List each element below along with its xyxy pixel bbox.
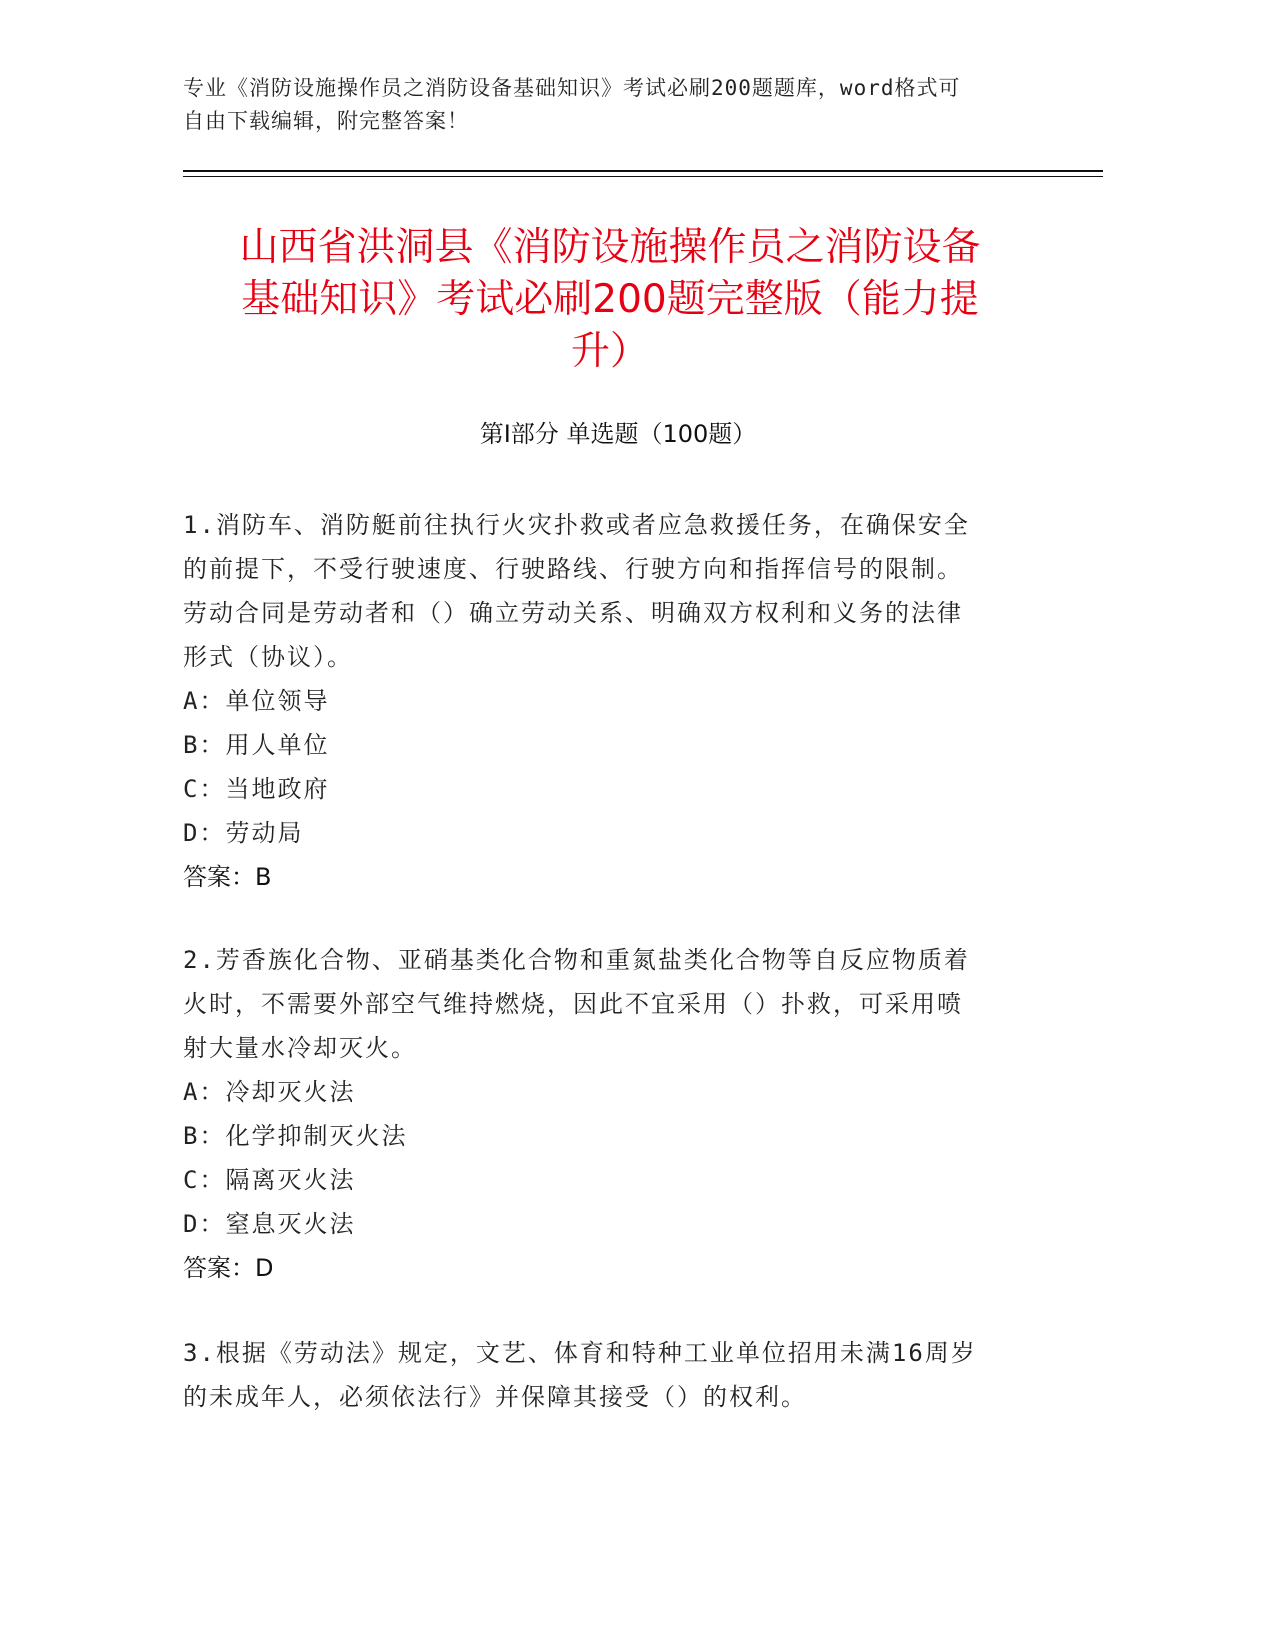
header-note-line: 专业《消防设施操作员之消防设备基础知识》考试必刷200题题库，word格式可: [183, 76, 961, 100]
question-text-line: 劳动合同是劳动者和（）确立劳动关系、明确双方权利和义务的法律: [183, 599, 963, 627]
question-text-line: 的前提下，不受行驶速度、行驶路线、行驶方向和指挥信号的限制。: [183, 555, 963, 583]
question-text-line: 火时，不需要外部空气维持燃烧，因此不宜采用（）扑救，可采用喷: [183, 990, 963, 1018]
option-b: B：用人单位: [183, 731, 330, 759]
question-text-line: 射大量水冷却灭火。: [183, 1034, 417, 1062]
answer: 答案：D: [183, 1254, 274, 1282]
answer: 答案：B: [183, 863, 272, 891]
option-d: D：窒息灭火法: [183, 1210, 356, 1238]
option-c: C：当地政府: [183, 775, 330, 803]
question-text-line: 的未成年人，必须依法行》并保障其接受（）的权利。: [183, 1383, 807, 1411]
question-text-line: 1.消防车、消防艇前往执行火灾扑救或者应急救援任务，在确保安全: [183, 511, 970, 539]
question-3: [183, 1331, 1053, 1419]
option-c: C：隔离灭火法: [183, 1166, 356, 1194]
header-divider-thin: [183, 176, 1103, 177]
question-text-line: 形式（协议）。: [183, 643, 353, 671]
option-b: B：化学抑制灭火法: [183, 1122, 408, 1150]
section-heading: 第Ⅰ部分 单选题（100题）: [479, 420, 757, 448]
title-line: 升）: [570, 329, 649, 374]
title-line: 基础知识》考试必刷200题完整版（能力提: [241, 277, 979, 322]
question-text-line: 2.芳香族化合物、亚硝基类化合物和重氮盐类化合物等自反应物质着: [183, 946, 970, 974]
document-title: [170, 222, 1050, 378]
header-note-line: 自由下载编辑，附完整答案！: [183, 109, 469, 133]
question-1: [183, 503, 1053, 899]
header-note: [183, 72, 1053, 138]
title-line: 山西省洪洞县《消防设施操作员之消防设备: [239, 225, 981, 270]
option-d: D：劳动局: [183, 819, 304, 847]
option-a: A：冷却灭火法: [183, 1078, 356, 1106]
option-a: A：单位领导: [183, 687, 330, 715]
header-divider-thick: [183, 170, 1103, 172]
question-text-line: 3.根据《劳动法》规定，文艺、体育和特种工业单位招用未满16周岁: [183, 1339, 977, 1367]
question-2: [183, 938, 1053, 1290]
